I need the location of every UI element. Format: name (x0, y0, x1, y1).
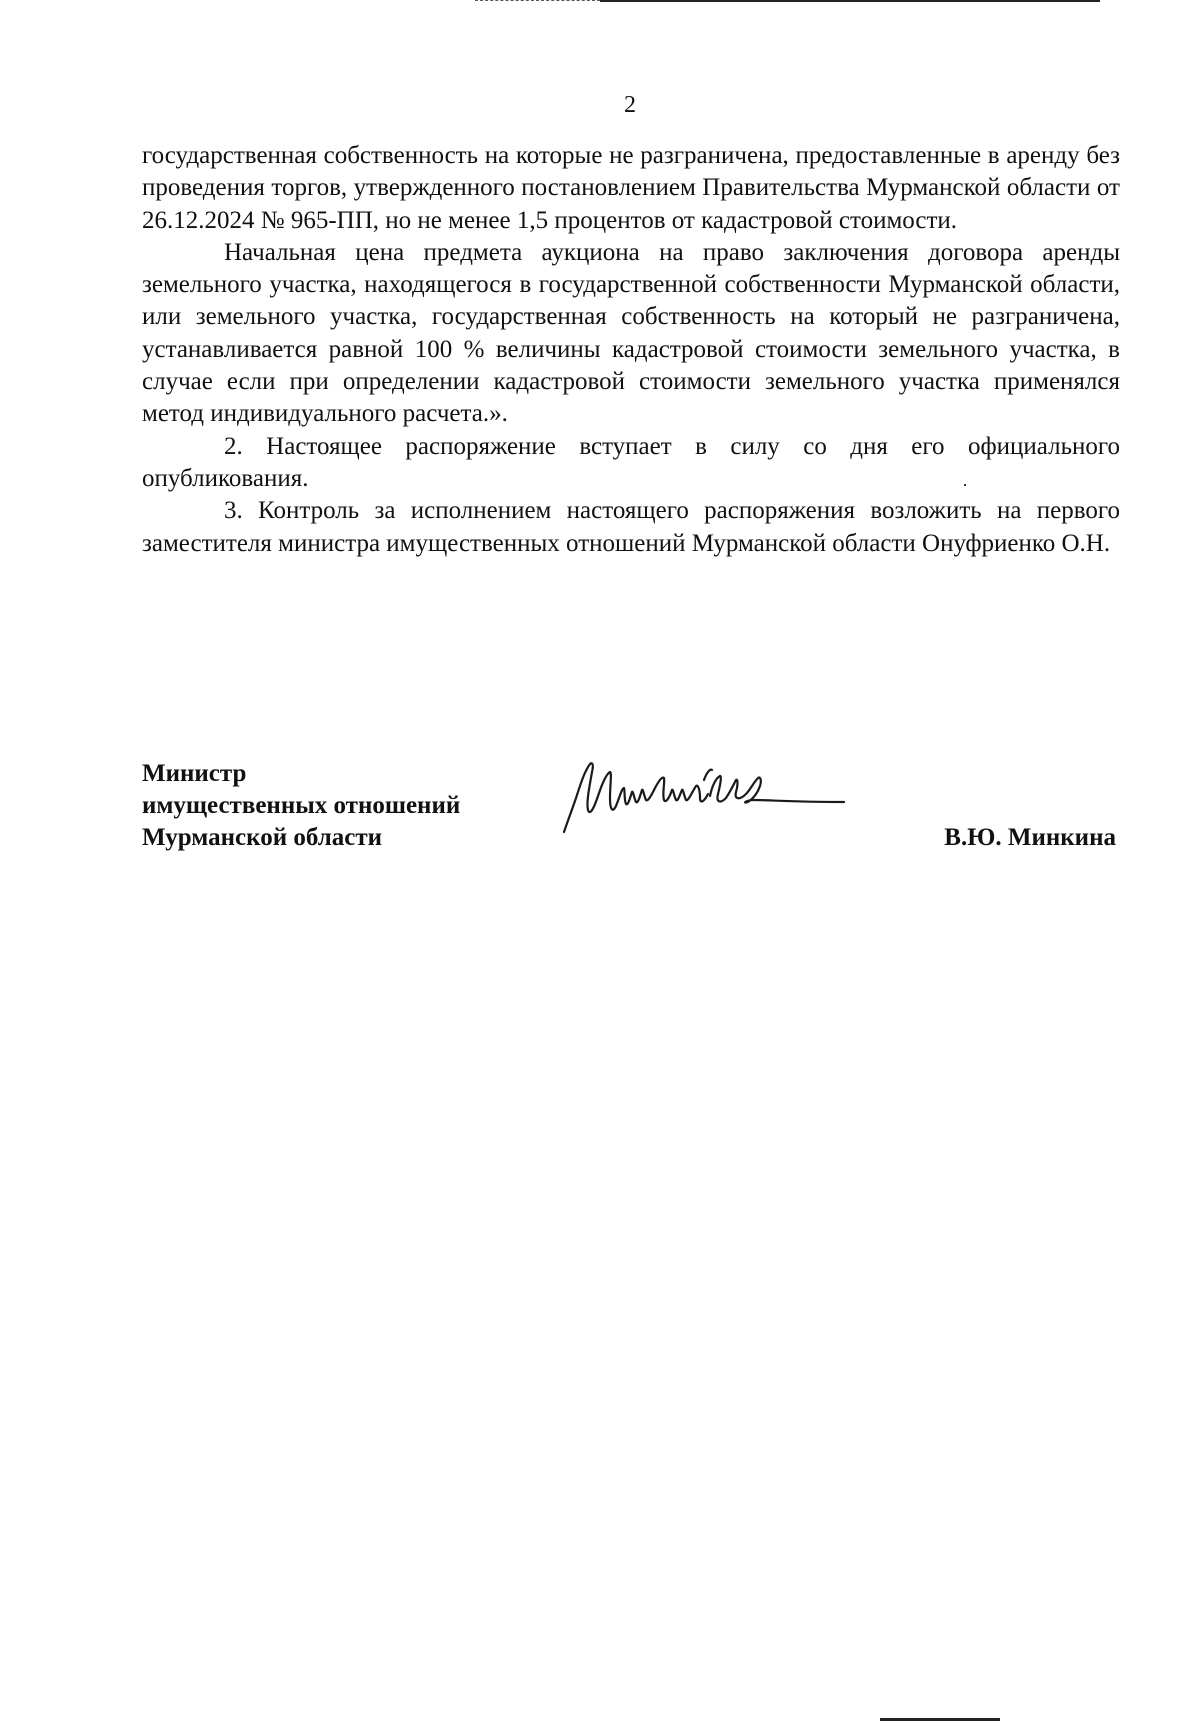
scan-artifact-top-dashes (475, 0, 600, 2)
signature-block (142, 758, 1120, 868)
signer-position-line: Министр (142, 760, 247, 787)
document-body (142, 140, 1120, 560)
scan-artifact-bottom-line (880, 1718, 1000, 1721)
signer-position-line: имущественных отношений (142, 792, 461, 819)
signer-name: В.Ю. Минкина (944, 824, 1116, 851)
paragraph-continuation: государственная собственность на которые не разграничена, предоставленные в аренду без проведения торгов, утвержденного постановлением Правительства Мурманской области от 26.12.2024 № 965-ПП, но не менее 1,5 процентов от кадастровой стоимости. (142, 142, 1120, 234)
handwritten-signature (554, 750, 854, 840)
paragraph-effective-date: 2. Настоящее распоряжение вступает в силу со дня его официального опубликования. (142, 432, 1120, 492)
signer-position-line: Мурманской области (142, 824, 383, 851)
signer-position (142, 758, 460, 854)
paragraph-control: 3. Контроль за исполнением настоящего распоряжения возложить на первого заместителя министра имущественных отношений Мурманской области Онуфриенко О.Н. (142, 497, 1120, 557)
scan-speck (964, 484, 966, 486)
scan-artifact-top-line (600, 0, 1100, 2)
page-number: 2 (624, 92, 636, 118)
paragraph-auction-price: Начальная цена предмета аукциона на право заключения договора аренды земельного участка, находящегося в государственной собственности Мурманской области, или земельного участка, государственная собственность на который не разграничена, устанавливается равной 100 % величины кадастровой стоимости земельного участка, в случае если при определении кадастровой стоимости земельного участка применялся метод индивидуального расчета.». (142, 238, 1120, 428)
